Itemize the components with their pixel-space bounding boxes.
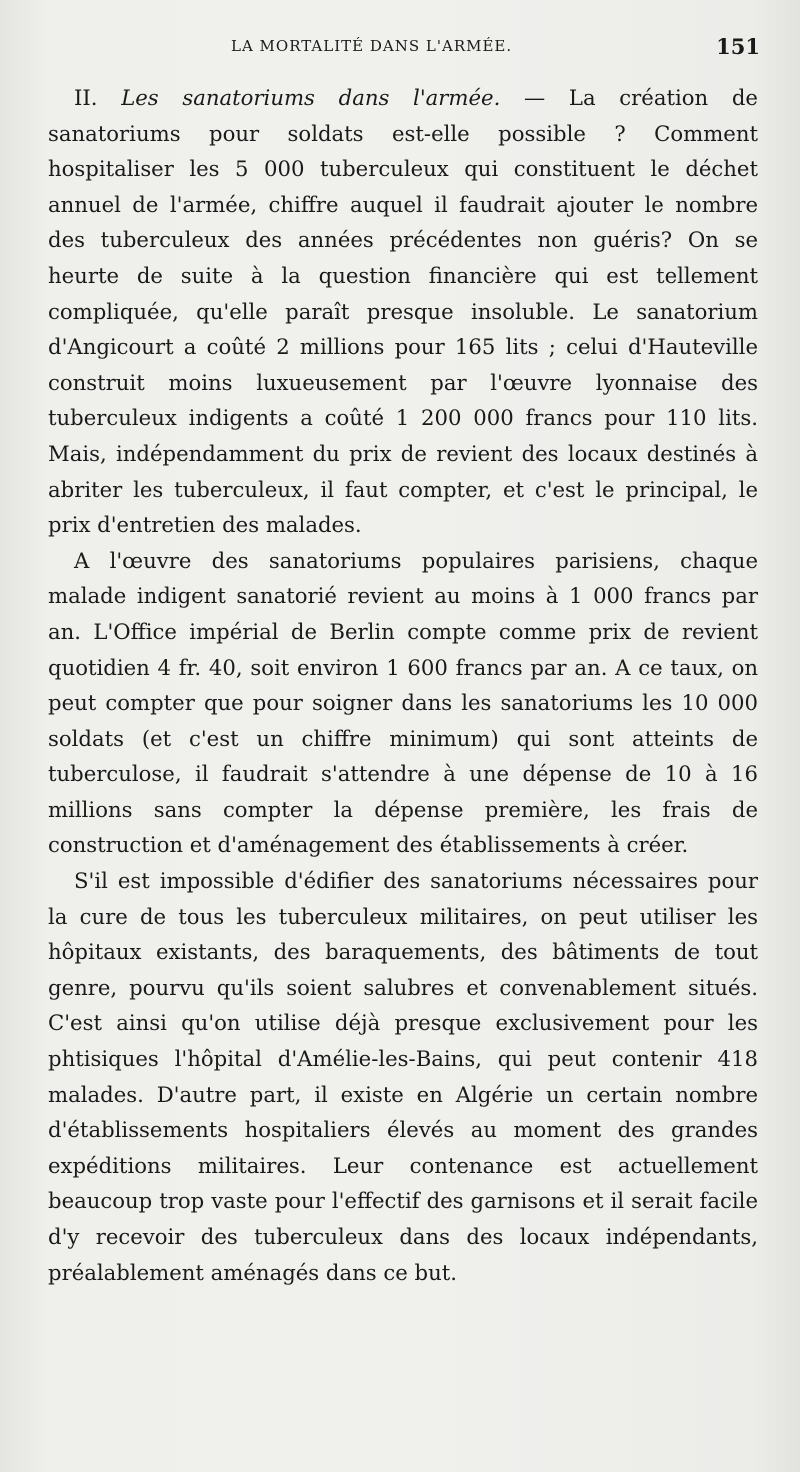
page-number: 151 (716, 34, 760, 59)
section-title: Les sanatoriums dans l'armée. (121, 85, 501, 110)
section-number: II. (74, 85, 98, 110)
running-head (48, 34, 760, 64)
paragraph-1 (48, 80, 758, 543)
paragraph-1-text: La création de sanatoriums pour soldats est-elle possible ? Comment hospitaliser les 5 000 tuberculeux qui constituent le déchet annuel de l'armée, chiffre auquel il faudrait ajouter le nombre des tuberculeux des années précédentes non guéris? On se heurte de suite à la question financière qui est tellement compliquée, qu'elle paraît presque insoluble. Le sanatorium d'Angicourt a coûté 2 millions pour 165 lits ; celui d'Hauteville construit moins luxueusement par l'œuvre lyonnaise des tuberculeux indigents a coûté 1 200 000 francs pour 110 lits. Mais, indépendamment du prix de revient des locaux destinés à abriter les tuberculeux, il faut compter, et c'est le principal, le prix d'entretien des malades. (48, 85, 758, 538)
paragraph-2: A l'œuvre des sanatoriums populaires parisiens, chaque malade indigent sanatorié revient au moins à 1 000 francs par an. L'Office impérial de Berlin compte comme prix de revient quotidien 4 fr. 40, soit environ 1 600 francs par an. A ce taux, on peut compter que pour soigner dans les sanatoriums les 10 000 soldats (et c'est un chiffre minimum) qui sont atteints de tuberculose, il faudrait s'attendre à une dépense de 10 à 16 millions sans compter la dépense première, les frais de construction et d'aménagement des établissements à créer. (48, 547, 758, 858)
running-title: LA MORTALITÉ DANS L'ARMÉE. (231, 37, 513, 55)
section-heading (74, 85, 569, 110)
paragraph-3: S'il est impossible d'édifier des sanatoriums nécessaires pour la cure de tous les tuberculeux militaires, on peut utiliser les hôpitaux existants, des baraquements, des bâtiments de tout genre, pourvu qu'ils soient salubres et convenablement situés. C'est ainsi qu'on utilise déjà presque exclusivement pour les phtisiques l'hôpital d'Amélie-les-Bains, qui peut contenir 418 malades. D'autre part, il existe en Algérie un certain nombre d'établissements hospitaliers élevés au moment des grandes expéditions militaires. Leur contenance est actuellement beaucoup trop vaste pour l'effectif des garnisons et il serait facile d'y recevoir des tuberculeux dans des locaux indépendants, préalablement aménagés dans ce but. (48, 868, 758, 1285)
section-dash: — (500, 85, 569, 110)
body-text (48, 80, 758, 1290)
